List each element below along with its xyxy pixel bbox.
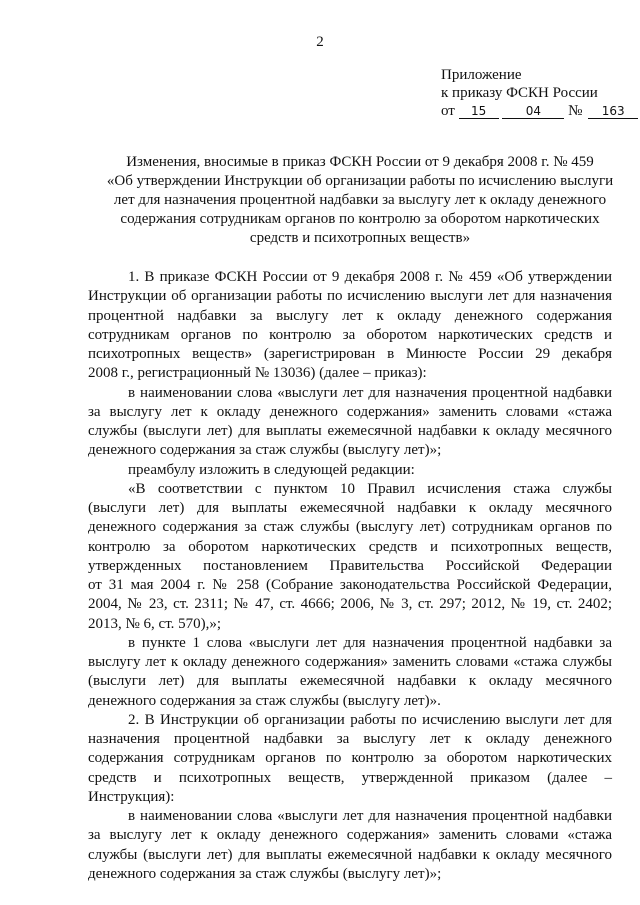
body-line: службы (выслуги лет) для выплаты ежемесячной надбавки к окладу месячного (88, 846, 612, 863)
body-line: контролю за оборотом наркотических средств и психотропных веществ, (88, 538, 612, 555)
body-line: за выслугу лет к окладу денежного содержания» заменить словами «стажа (88, 827, 612, 844)
date-from-label: от (441, 103, 455, 119)
body-line: средств и психотропных веществ, утвержденной приказом (далее – (88, 769, 612, 786)
title-line: средств и психотропных веществ» (249, 230, 471, 246)
body-line: «В соответствии с пунктом 10 Правил исчисления стажа службы (128, 480, 612, 497)
body-line: процентной надбавки за выслугу лет к окладу денежного содержания (88, 307, 612, 324)
handwritten-day: 15 (459, 105, 499, 119)
appendix-order-ref: к приказу ФСКН России (441, 85, 598, 101)
title-line: лет для назначения процентной надбавки за выслугу лет к окладу денежного (113, 192, 607, 208)
body-line: назначения процентной надбавки за выслугу лет к окладу денежного (88, 731, 612, 747)
body-line: утвержденных постановлением Правительства Российской Федерации (88, 557, 612, 574)
body-line: выслугу лет к окладу денежного содержания» заменить словами «стажа службы (88, 654, 612, 670)
title-line: «Об утверждении Инструкции об организации работы по исчислению выслуги (106, 173, 614, 189)
body-line: сотрудникам органов по контролю за оборотом наркотических средств и (88, 326, 612, 343)
body-line: в наименовании слова «выслуги лет для назначения процентной надбавки (128, 808, 612, 824)
body-line: в наименовании слова «выслуги лет для назначения процентной надбавки (128, 384, 612, 401)
body-line: от 31 мая 2004 г. № 258 (Собрание законодательства Российской Федерации, (88, 577, 612, 593)
document-title (96, 153, 624, 248)
appendix-block (441, 66, 638, 120)
title-line: содержания сотрудникам органов по контролю за оборотом наркотических (120, 211, 600, 227)
body-line: (выслуги лет) для выплаты ежемесячной надбавки к окладу месячного (88, 673, 612, 690)
number-label: № (568, 103, 583, 119)
body-line: 2008 г., регистрационный № 13036) (далее – приказ): (88, 365, 427, 382)
appendix-label: Приложение (441, 67, 522, 83)
handwritten-month: 04 (502, 105, 564, 119)
page-number: 2 (316, 34, 324, 50)
body-line: денежного содержания за стаж службы (выслугу лет)»; (88, 442, 442, 459)
body-line: содержания сотрудникам органов по контролю за оборотом наркотических (88, 750, 612, 767)
body-line: Инструкции об организации работы по исчислению выслуги лет для назначения (88, 288, 612, 305)
body-line: преамбулу изложить в следующей редакции: (128, 461, 415, 478)
body-line: психотропных веществ» (зарегистрирован в Минюсте России 29 декабря (88, 346, 612, 362)
body-line: денежного содержания за стаж службы (выслугу лет)». (88, 692, 441, 709)
document-body (88, 268, 612, 884)
body-line: денежного содержания за стаж службы (выслугу лет) сотрудникам органов по (88, 519, 612, 536)
body-line: (выслуги лет) для выплаты ежемесячной надбавки к окладу месячного (88, 500, 612, 516)
body-line: 2013, № 6, ст. 570),»; (88, 615, 222, 632)
appendix-date-line (441, 102, 638, 120)
handwritten-order-number: 163 (588, 105, 638, 119)
body-line: службы (выслуги лет) для выплаты ежемесячной надбавки к окладу месячного (88, 423, 612, 439)
body-line: денежного содержания за стаж службы (выслугу лет)»; (88, 865, 442, 882)
body-line: Инструкция): (88, 788, 175, 805)
body-line: 1. В приказе ФСКН России от 9 декабря 2008 г. № 459 «Об утверждении (128, 269, 612, 285)
body-line: в пункте 1 слова «выслуги лет для назначения процентной надбавки за (128, 634, 612, 651)
body-line: 2004, № 23, ст. 2311; № 47, ст. 4666; 2006, № 3, ст. 297; 2012, № 19, ст. 2402; (88, 596, 612, 613)
body-line: 2. В Инструкции об организации работы по исчислению выслуги лет для (128, 711, 612, 728)
title-line: Изменения, вносимые в приказ ФСКН России от 9 декабря 2008 г. № 459 (126, 154, 594, 170)
body-line: за выслугу лет к окладу денежного содержания» заменить словами «стажа (88, 403, 612, 420)
